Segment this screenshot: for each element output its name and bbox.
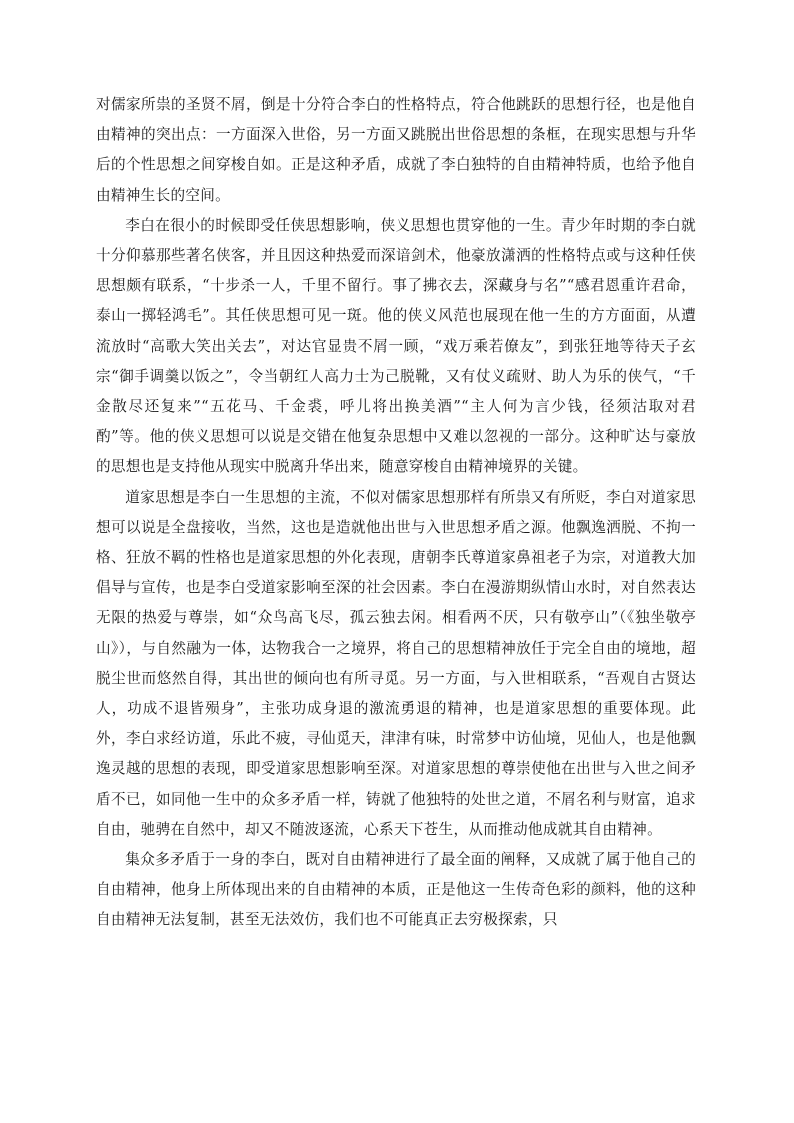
document-body <box>96 90 696 936</box>
paragraph-1: 对儒家所祟的圣贤不屑，倒是十分符合李白的性格特点，符合他跳跃的思想行径，也是他自由精神的突出点：一方面深入世俗，另一方面又跳脱出世俗思想的条框，在现实思想与升华后的个性思想之间穿梭自如。正是这种矛盾，成就了李白独特的自由精神特质，也给予他自由精神生长的空间。 <box>96 96 696 204</box>
paragraph-2: 李白在很小的时候即受任侠思想影响，侠义思想也贯穿他的一生。青少年时期的李白就十分仰慕那些著名侠客，并且因这种热爱而深谙剑术，他豪放潇洒的性格特点或与这种任侠思想颇有联系，“十步杀一人，千里不留行。事了拂衣去，深藏身与名”“感君恩重许君命，泰山一掷轻鸿毛”。其任侠思想可见一斑。他的侠义风范也展现在他一生的方方面面，从遭流放时“高歌大笑出关去”，对达官显贵不屑一顾，“戏万乘若僚友”，到张狂地等待天子玄宗“御手调羹以饭之”，令当朝红人高力士为己脱靴，又有仗义疏财、助人为乐的侠气，“千金散尽还复来”“五花马、千金裘，呼儿将出换美酒”“主人何为言少钱，径须沽取对君酌”等。他的侠义思想可以说是交错在他复杂思想中又难以忽视的一部分。这种旷达与豪放的思想也是支持他从现实中脱离升华出来，随意穿梭自由精神境界的关键。 <box>96 216 696 476</box>
paragraph-3: 道家思想是李白一生思想的主流，不似对儒家思想那样有所祟又有所贬，李白对道家思想可以说是全盘接收，当然，这也是造就他出世与入世思想矛盾之源。他飘逸洒脱、不拘一格、狂放不羁的性格也是道家思想的外化表现，唐朝李氏尊道家鼻祖老子为宗，对道教大加倡导与宣传，也是李白受道家影响至深的社会因素。李白在漫游期纵情山水时，对自然表达无限的热爱与尊崇，如“众鸟高飞尽，孤云独去闲。相看两不厌，只有敬亭山”（《独坐敬亭山》），与自然融为一体，达物我合一之境界，将自己的思想精神放任于完全自由的境地，超脱尘世而悠然自得，其出世的倾向也有所寻觅。另一方面，与入世相联系，“吾观自古贤达人，功成不退皆殒身”，主张功成身退的激流勇退的精神，也是道家思想的重要体现。此外，李白求经访道，乐此不疲，寻仙觅天，津津有味，时常梦中访仙境，见仙人，也是他飘逸灵越的思想的表现，即受道家思想影响至深。对道家思想的尊崇使他在出世与入世之间矛盾不已，如同他一生中的众多矛盾一样，铸就了他独特的处世之道，不屑名利与财富，追求自由，驰骋在自然中，却又不随波逐流，心系天下苍生，从而推动他成就其自由精神。 <box>96 488 696 838</box>
paragraph-4: 集众多矛盾于一身的李白，既对自由精神进行了最全面的阐释，又成就了属于他自己的自由精神，他身上所体现出来的自由精神的本质，正是他这一生传奇色彩的颜料，他的这种自由精神无法复制，甚至无法效仿，我们也不可能真正去穷极探索，只 <box>96 851 696 929</box>
